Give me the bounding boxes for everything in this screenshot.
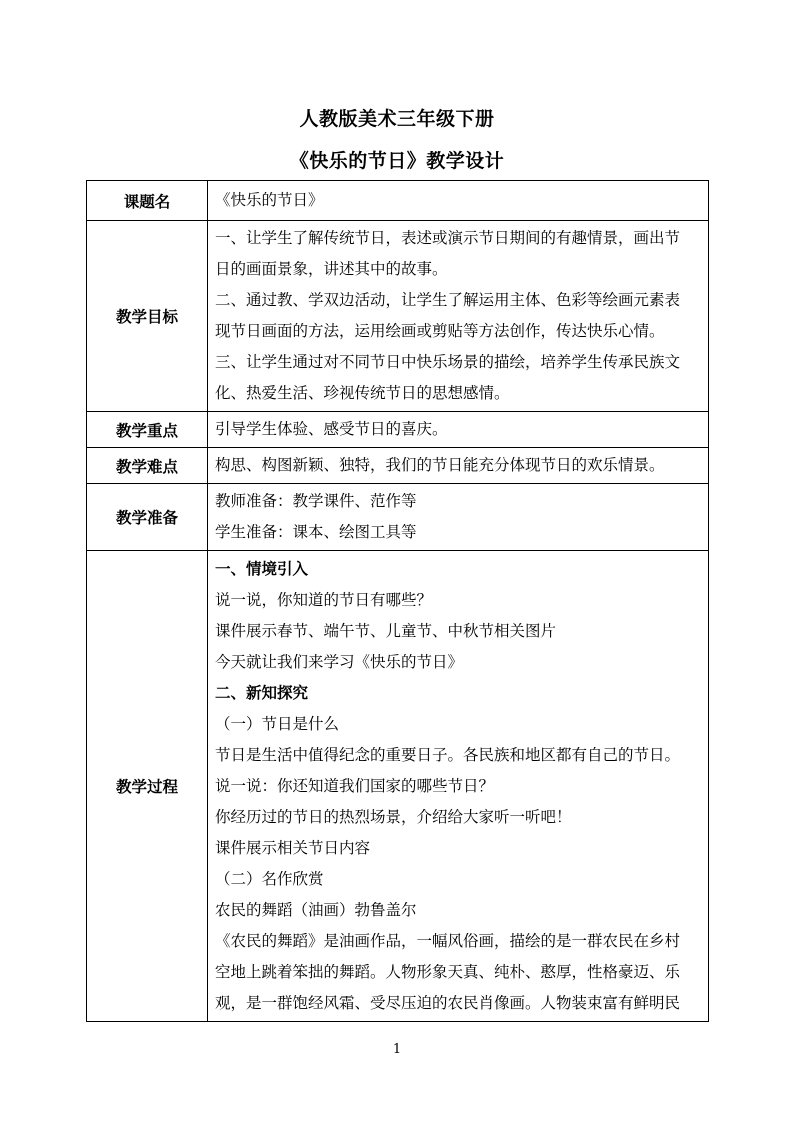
document-title-line1: 人教版美术三年级下册 xyxy=(299,108,495,130)
row-content-process xyxy=(208,551,709,1022)
content-line: 空地上跳着笨拙的舞蹈。人物形象天真、纯朴、憨厚，性格豪迈、乐 xyxy=(215,962,681,981)
content-line: 今天就让我们来学习《快乐的节日》 xyxy=(215,652,464,671)
content-line: 日的画面景象，讲述其中的故事。 xyxy=(215,260,448,278)
content-line: 观，是一群饱经风霜、受尽压迫的农民肖像画。人物装束富有鲜明民 xyxy=(215,993,681,1012)
lesson-plan-table xyxy=(86,180,709,1022)
page-number: 1 xyxy=(392,1042,402,1057)
row-label-difficulties: 教学难点 xyxy=(87,448,208,484)
document-title-line2: 《快乐的节日》教学设计 xyxy=(289,150,505,172)
table-row-process xyxy=(87,551,709,1022)
section-heading: 一、情境引入 xyxy=(215,559,309,578)
content-line: 一、让学生了解传统节日，表述或演示节日期间的有趣情景，画出节 xyxy=(215,229,681,247)
content-line: 引导学生体验、感受节日的喜庆。 xyxy=(215,420,448,438)
content-line: 《快乐的节日》 xyxy=(215,191,324,209)
content-line: 节日是生活中值得纪念的重要日子。各民族和地区都有自己的节日。 xyxy=(215,745,681,764)
table-row-difficulties xyxy=(87,448,709,484)
content-line: 说一说：你还知道我们国家的哪些节日？ xyxy=(215,776,495,795)
content-line: 学生准备：课本、绘图工具等 xyxy=(215,523,417,541)
row-label-key-points: 教学重点 xyxy=(87,412,208,448)
content-line: 三、让学生通过对不同节日中快乐场景的描绘，培养学生传承民族文 xyxy=(215,353,681,371)
row-content-preparation xyxy=(208,484,709,551)
content-line: 化、热爱生活、珍视传统节日的思想感情。 xyxy=(215,384,510,402)
content-line: 农民的舞蹈（油画）勃鲁盖尔 xyxy=(215,900,417,919)
content-line: （一）节日是什么 xyxy=(215,714,340,733)
row-content-difficulties xyxy=(208,448,709,484)
row-label-process: 教学过程 xyxy=(87,551,208,1022)
table-row-topic xyxy=(87,181,709,221)
content-line: 二、通过教、学双边活动，让学生了解运用主体、色彩等绘画元素表 xyxy=(215,291,681,309)
content-line: 课件展示春节、端午节、儿童节、中秋节相关图片 xyxy=(215,621,557,640)
table-row-preparation xyxy=(87,484,709,551)
content-line: 教师准备：教学课件、范作等 xyxy=(215,492,417,510)
row-label-goals: 教学目标 xyxy=(87,221,208,412)
content-line: 说一说，你知道的节日有哪些？ xyxy=(215,590,433,609)
row-content-topic xyxy=(208,181,709,221)
table-row-goals xyxy=(87,221,709,412)
content-line: 课件展示相关节日内容 xyxy=(215,838,371,857)
content-line: 《农民的舞蹈》是油画作品，一幅风俗画，描绘的是一群农民在乡村 xyxy=(215,931,681,950)
section-heading: 二、新知探究 xyxy=(215,683,309,702)
content-line: 你经历过的节日的热烈场景，介绍给大家听一听吧！ xyxy=(215,807,572,826)
row-label-preparation: 教学准备 xyxy=(87,484,208,551)
row-content-key-points xyxy=(208,412,709,448)
row-content-goals xyxy=(208,221,709,412)
content-line: （二）名作欣赏 xyxy=(215,869,324,888)
content-line: 现节日画面的方法，运用绘画或剪贴等方法创作，传达快乐心情。 xyxy=(215,322,665,340)
row-label-topic: 课题名 xyxy=(87,181,208,221)
table-row-key-points xyxy=(87,412,709,448)
content-line: 构思、构图新颖、独特，我们的节日能充分体现节日的欢乐情景。 xyxy=(215,456,665,474)
